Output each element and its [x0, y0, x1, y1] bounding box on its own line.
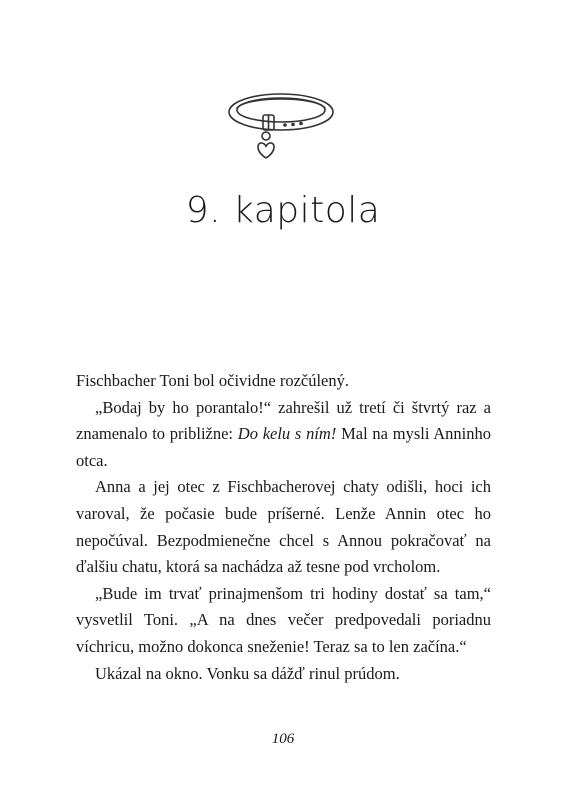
- paragraph-1: Fischbacher Toni bol očividne rozčúlený.: [76, 371, 350, 390]
- paragraph-4: „Bude im trvať prinajmenšom tri hodiny dostať sa tam,“ vysvetlil Toni. „A na dnes večer predpovedali poriadnu víchricu, možno dokonca sneženie! Teraz sa to len začína.“: [76, 583, 491, 656]
- paragraph-5: Ukázal na okno. Vonku sa dážď rinul prúdom.: [95, 663, 400, 683]
- page-number: 106: [271, 731, 295, 747]
- paragraph-2-emphasis: Do kelu s ním!: [237, 424, 337, 444]
- paragraph-3: Anna a jej otec z Fischbacherovej chaty odišli, hoci ich varoval, že počasie bude príšerné. Lenže Annin otec ho nepočúval. Bezpodmienečne chcel s Annou pokračovať na ďalšiu chatu, ktorá sa nachádza až tesne pod vrcholom.: [76, 477, 491, 577]
- body-text: [76, 368, 491, 687]
- paragraph-2-before: „Bodaj by ho porantalo!“ zahrešil už tretí či štvrtý raz a znamenalo to približne:: [76, 397, 491, 444]
- chapter-title: 9. kapitola: [185, 190, 381, 231]
- dog-collar-heart-icon: [225, 86, 337, 166]
- paragraph-2: [76, 395, 491, 475]
- paragraph-2-after: Mal na mysli Anninho otca.: [76, 424, 491, 470]
